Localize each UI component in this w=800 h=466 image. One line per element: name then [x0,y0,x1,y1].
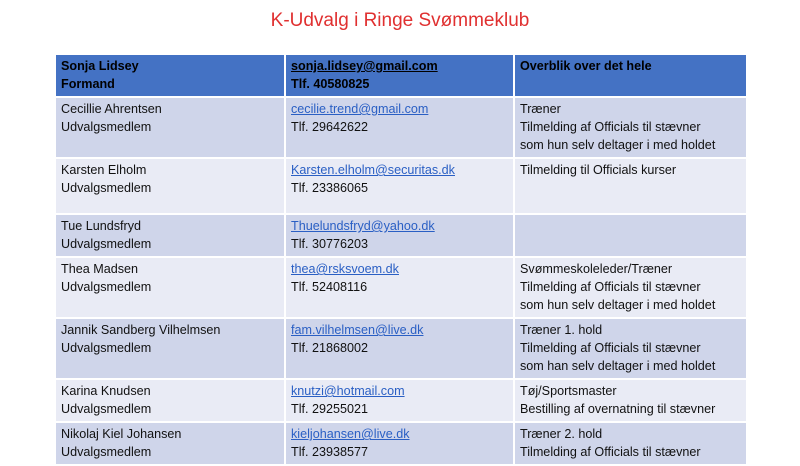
member-name: Jannik Sandberg Vilhelmsen [61,323,221,337]
member-contact-cell [285,257,514,318]
member-email-link[interactable]: Karsten.elholm@securitas.dk [291,163,455,177]
member-task: som hun selv deltager i med holdet [520,138,716,152]
member-task: som hun selv deltager i med holdet [520,298,716,312]
member-name-cell [56,422,285,465]
member-name: Sonja Lidsey [61,59,139,73]
member-task: Tøj/Sportsmaster [520,384,617,398]
member-email-link[interactable]: sonja.lidsey@gmail.com [291,59,438,73]
member-role: Udvalgsmedlem [61,445,152,459]
member-contact-cell [285,97,514,158]
table-row [56,422,746,465]
member-name-cell [56,318,285,379]
member-task: Tilmelding af Officials til stævner [520,280,701,294]
member-phone: Tlf. 29255021 [291,402,369,416]
member-name: Karsten Elholm [61,163,147,177]
table-row [56,158,746,214]
member-name-cell [56,97,285,158]
member-role: Udvalgsmedlem [61,280,152,294]
member-task: Tilmelding af Officials til stævner [520,120,701,134]
member-role: Formand [61,77,115,91]
member-task: Tilmelding til Officials kurser [520,163,677,177]
member-task: Svømmeskoleleder/Træner [520,262,673,276]
member-name: Cecillie Ahrentsen [61,102,162,116]
member-tasks-cell [514,158,746,214]
member-tasks-cell [514,55,746,97]
member-phone: Tlf. 23938577 [291,445,369,459]
table-row [56,97,746,158]
member-contact-cell [285,55,514,97]
member-email-link[interactable]: Thuelundsfryd@yahoo.dk [291,219,435,233]
table-row [56,55,746,97]
member-tasks-cell [514,214,746,257]
member-email-link[interactable]: knutzi@hotmail.com [291,384,405,398]
committee-table [56,55,746,466]
member-phone: Tlf. 30776203 [291,237,369,251]
member-contact-cell [285,422,514,465]
member-tasks-cell [514,318,746,379]
member-phone: Tlf. 23386065 [291,181,369,195]
member-name: Nikolaj Kiel Johansen [61,427,182,441]
member-name-cell [56,379,285,422]
member-task: Overblik over det hele [520,59,652,73]
member-name: Tue Lundsfryd [61,219,142,233]
member-email-link[interactable]: fam.vilhelmsen@live.dk [291,323,424,337]
member-phone: Tlf. 21868002 [291,341,369,355]
member-name: Thea Madsen [61,262,139,276]
member-role: Udvalgsmedlem [61,237,152,251]
member-phone: Tlf. 52408116 [291,280,368,294]
member-contact-cell [285,158,514,214]
member-role: Udvalgsmedlem [61,120,152,134]
member-name-cell [56,257,285,318]
member-task: Træner [520,102,561,116]
member-task: Bestilling af overnatning til stævner [520,402,716,416]
member-name-cell [56,55,285,97]
table-row [56,318,746,379]
member-role: Udvalgsmedlem [61,341,152,355]
table-row [56,379,746,422]
member-role: Udvalgsmedlem [61,402,152,416]
member-name-cell [56,158,285,214]
member-task: Tilmelding af Officials til stævner [520,341,701,355]
member-email-link[interactable]: thea@rsksvoem.dk [291,262,399,276]
member-name: Karina Knudsen [61,384,151,398]
member-tasks-cell [514,422,746,465]
table-row [56,214,746,257]
table-row [56,257,746,318]
member-contact-cell [285,379,514,422]
member-tasks-cell [514,97,746,158]
member-task: Træner 2. hold [520,427,603,441]
member-phone: Tlf. 29642622 [291,120,369,134]
member-task: som han selv deltager i med holdet [520,359,716,373]
member-tasks-cell [514,379,746,422]
member-name-cell [56,214,285,257]
member-contact-cell [285,214,514,257]
member-tasks-cell [514,257,746,318]
member-task: Tilmelding af Officials til stævner [520,445,701,459]
member-role: Udvalgsmedlem [61,181,152,195]
member-task: Træner 1. hold [520,323,603,337]
page-title: K-Udvalg i Ringe Svømmeklub [270,10,530,31]
member-contact-cell [285,318,514,379]
member-email-link[interactable]: kieljohansen@live.dk [291,427,410,441]
member-phone: Tlf. 40580825 [291,77,370,91]
member-email-link[interactable]: cecilie.trend@gmail.com [291,102,429,116]
